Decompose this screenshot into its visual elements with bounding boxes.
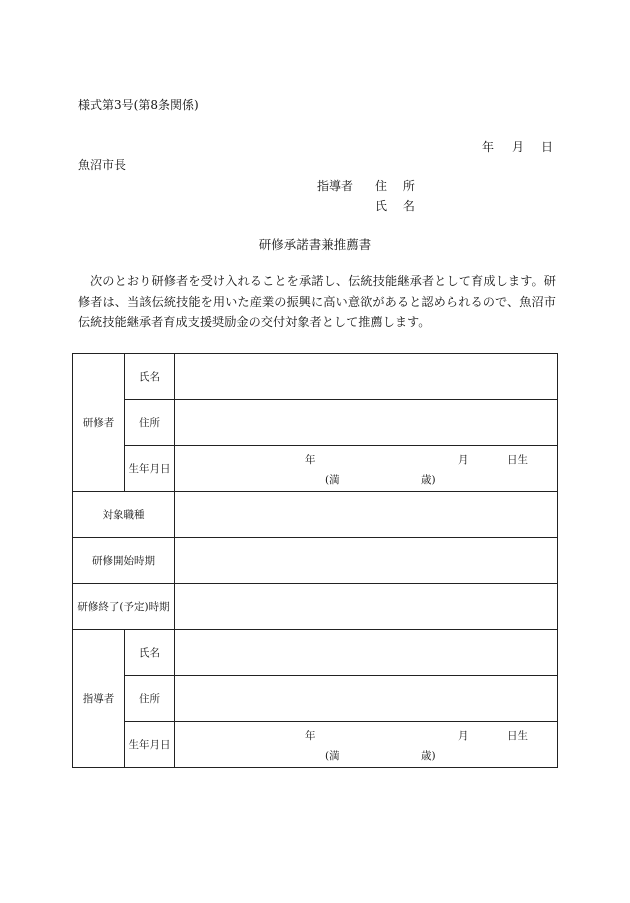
trainee-birthdate-field[interactable] xyxy=(175,446,558,492)
date-day-label: 日 xyxy=(541,140,554,154)
training-end-field[interactable] xyxy=(175,584,558,630)
date-year-label: 年 xyxy=(482,140,495,154)
birth-day-label: 日生 xyxy=(507,454,528,466)
trainee-group-label: 研修者 xyxy=(73,354,125,492)
trainee-name-field[interactable] xyxy=(175,354,558,400)
mentor-name-field[interactable] xyxy=(175,630,558,676)
training-end-label: 研修終了(予定)時期 xyxy=(73,584,175,630)
table-row xyxy=(73,630,558,676)
table-row xyxy=(73,584,558,630)
table-row xyxy=(73,354,558,400)
trainee-address-label: 住所 xyxy=(125,400,175,446)
age-close-label: 歳) xyxy=(421,750,436,762)
mentor-address-label: 住所 xyxy=(125,676,175,722)
mentor-group-label: 指導者 xyxy=(73,630,125,768)
birth-month-label: 月 xyxy=(458,454,469,466)
age-open-label: (満 xyxy=(325,750,340,762)
birth-day-label: 日生 xyxy=(507,730,528,742)
mentor-name-label: 氏名 xyxy=(125,630,175,676)
signatory-role: 指導者 xyxy=(317,179,354,193)
table-row xyxy=(73,400,558,446)
training-start-label: 研修開始時期 xyxy=(73,538,175,584)
signatory-address-label: 住 所 xyxy=(375,179,421,193)
birth-month-label: 月 xyxy=(458,730,469,742)
training-start-field[interactable] xyxy=(175,538,558,584)
body-paragraph: 次のとおり研修者を受け入れることを承諾し、伝統技能継承者として育成します。研修者は、当該伝統技能を用いた産業の振興に高い意欲があると認められるので、魚沼市伝統技能継承者育成支援奨励金の交付対象者として推薦します。 xyxy=(78,274,556,329)
table-row xyxy=(73,676,558,722)
age-open-label: (満 xyxy=(325,474,340,486)
trainee-name-label: 氏名 xyxy=(125,354,175,400)
form-number: 様式第3号(第8条関係) xyxy=(78,98,199,112)
signatory-name-label: 氏 名 xyxy=(375,199,421,213)
occupation-field[interactable] xyxy=(175,492,558,538)
age-close-label: 歳) xyxy=(421,474,436,486)
table-row xyxy=(73,446,558,492)
birth-year-label: 年 xyxy=(305,454,316,466)
date-line xyxy=(0,138,630,154)
table-row xyxy=(73,722,558,768)
mentor-address-field[interactable] xyxy=(175,676,558,722)
trainee-address-field[interactable] xyxy=(175,400,558,446)
document-title: 研修承諾書兼推薦書 xyxy=(258,237,372,252)
trainee-info-table xyxy=(72,353,558,768)
date-month-label: 月 xyxy=(512,140,525,154)
occupation-label: 対象職種 xyxy=(73,492,175,538)
recipient: 魚沼市長 xyxy=(78,158,127,172)
birth-year-label: 年 xyxy=(305,730,316,742)
mentor-birthdate-field[interactable] xyxy=(175,722,558,768)
trainee-birthdate-label: 生年月日 xyxy=(125,446,175,492)
table-row xyxy=(73,538,558,584)
table-row xyxy=(73,492,558,538)
mentor-birthdate-label: 生年月日 xyxy=(125,722,175,768)
